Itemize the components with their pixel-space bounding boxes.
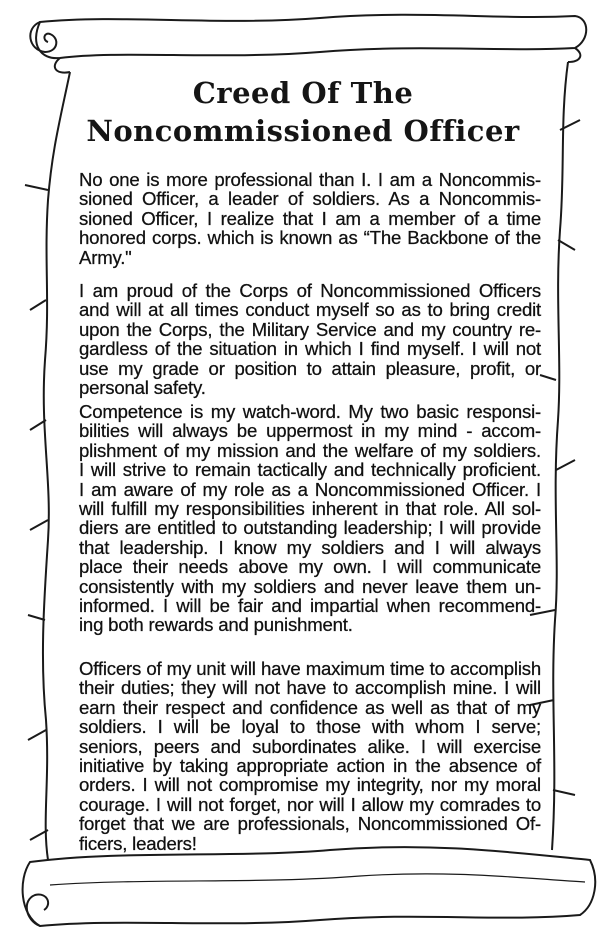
text-line: I am aware of my role as a Noncommissioned Officer. I bbox=[79, 478, 541, 500]
paragraph-1 bbox=[79, 170, 541, 267]
top-roll-curl bbox=[30, 22, 56, 52]
text-line: diers are entitled to outstanding leadership; I will provide bbox=[79, 517, 541, 539]
paragraph-2 bbox=[79, 281, 541, 397]
paragraph-4 bbox=[79, 659, 541, 853]
bottom-roll-curl bbox=[27, 895, 48, 926]
text-line: orders. I will not compromise my integrity, nor my moral bbox=[79, 774, 541, 796]
text-line: ing both rewards and punishment. bbox=[79, 614, 353, 636]
text-line: and will at all times conduct myself so as to bring credit bbox=[79, 299, 541, 321]
bottom-roll-line bbox=[50, 874, 585, 885]
top-roll bbox=[36, 15, 586, 58]
text-line: courage. I will not forget, nor will I allow my comrades to bbox=[79, 793, 541, 815]
text-line: place their needs above my own. I will communicate bbox=[79, 556, 541, 578]
text-line: gardless of the situation in which I find myself. I will not bbox=[79, 338, 541, 360]
text-line: ficers, leaders! bbox=[79, 832, 197, 854]
right-edge bbox=[552, 62, 568, 850]
text-line: bilities will always be uppermost in my mind - accom- bbox=[79, 420, 541, 442]
text-line: No one is more professional than I. I am a Noncommis- bbox=[79, 169, 541, 190]
text-line: plishment of my mission and the welfare of my soldiers. bbox=[79, 439, 541, 461]
text-line: sioned Officer, I realize that I am a member of a time bbox=[79, 207, 541, 229]
text-line: that leadership. I know my soldiers and I will always bbox=[79, 536, 541, 558]
text-line: I am proud of the Corps of Noncommissioned Officers bbox=[79, 280, 541, 301]
title-line-1: Creed Of The bbox=[192, 76, 414, 110]
bottom-roll bbox=[23, 847, 596, 926]
text-line: I will strive to remain tactically and technically proficient. bbox=[79, 459, 541, 481]
text-line: initiative by taking appropriate action in the absence of bbox=[79, 754, 541, 776]
text-line: informed. I will be fair and impartial when recommend- bbox=[79, 594, 541, 616]
left-notches bbox=[25, 185, 48, 840]
text-line: Army." bbox=[79, 246, 132, 268]
text-line: their duties; they will not have to accomplish mine. I will bbox=[79, 677, 541, 699]
text-line: honored corps. which is known as “The Backbone of the bbox=[79, 227, 541, 249]
text-line: seniors, peers and subordinates alike. I will exercise bbox=[79, 735, 541, 757]
text-line: consistently with my soldiers and never leave them un- bbox=[79, 575, 541, 597]
text-line: personal safety. bbox=[79, 376, 206, 398]
text-line: Officers of my unit will have maximum time to accomplish bbox=[79, 658, 541, 679]
text-line: use my grade or position to attain pleasure, profit, or bbox=[79, 357, 541, 379]
paragraph-3 bbox=[79, 402, 541, 635]
text-line: earn their respect and confidence as well as that of my bbox=[79, 696, 541, 718]
text-line: soldiers. I will be loyal to those with whom I serve; bbox=[79, 716, 541, 738]
text-line: forget that we are professionals, Noncommissioned Of- bbox=[79, 813, 541, 835]
text-line: upon the Corps, the Military Service and my country re- bbox=[79, 318, 541, 340]
title-line-2: Noncommissioned Officer bbox=[86, 114, 520, 148]
text-line: will fulfill my responsibilities inherent in that role. All sol- bbox=[79, 497, 541, 519]
text-line: Competence is my watch-word. My two basic responsi- bbox=[79, 401, 541, 422]
text-line: sioned Officer, a leader of soldiers. As a Noncommis- bbox=[79, 188, 541, 210]
